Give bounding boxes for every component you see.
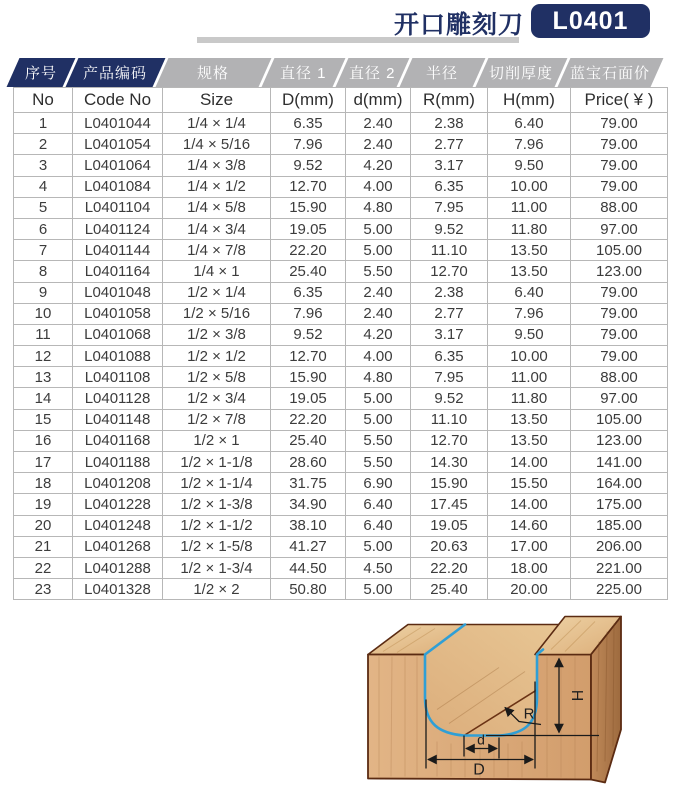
table-cell: 25.40 [411,579,488,600]
table-cell: 5 [14,197,73,218]
table-cell: 1/2 × 1-1/8 [163,452,271,473]
table-cell: 11.80 [488,218,571,239]
table-row [14,134,668,155]
table-cell: 50.80 [271,579,346,600]
table-cell: 15.90 [411,473,488,494]
table-cell: 15.90 [271,197,346,218]
table-cell: 17.00 [488,536,571,557]
table-cell: L0401268 [73,536,163,557]
table-cell: L0401248 [73,515,163,536]
table-cell: 88.00 [571,197,668,218]
table-cell: L0401208 [73,473,163,494]
table-cell: 1/4 × 1/2 [163,176,271,197]
table-cell: 3.17 [411,324,488,345]
table-cell: L0401168 [73,430,163,451]
table-cell: 2.77 [411,134,488,155]
table-cell: 15.90 [271,367,346,388]
table-cell: 4.00 [346,346,411,367]
table-cell: L0401128 [73,388,163,409]
table-cell: 221.00 [571,557,668,578]
table-cell: L0401088 [73,346,163,367]
table-cell: 1/4 × 1/4 [163,113,271,134]
table-cell: L0401058 [73,303,163,324]
table-cell: 79.00 [571,303,668,324]
table-cell: 6.90 [346,473,411,494]
table-cell: 79.00 [571,282,668,303]
table-header-english [14,88,668,113]
table-cell: 11.00 [488,197,571,218]
table-cell: 4.20 [346,155,411,176]
table-cell: 12 [14,346,73,367]
table-cell: 13 [14,367,73,388]
table-cell: L0401048 [73,282,163,303]
table-row [14,409,668,430]
table-cell: 34.90 [271,494,346,515]
table-cell: L0401328 [73,579,163,600]
table-cell: 1/2 × 5/8 [163,367,271,388]
table-cell: 12.70 [411,430,488,451]
col-size: Size [163,88,271,113]
table-row [14,430,668,451]
table-cell: L0401044 [73,113,163,134]
table-cell: 6.40 [488,282,571,303]
header-cell-diameter2: 直径 2 [336,58,410,87]
table-cell: L0401124 [73,218,163,239]
spec-price-table [13,87,668,600]
table-cell: 44.50 [271,557,346,578]
table-cell: 22.20 [411,557,488,578]
table-row [14,218,668,239]
table-cell: 19.05 [271,218,346,239]
table-body [14,113,668,600]
table-cell: 1/4 × 5/16 [163,134,271,155]
table-cell: 123.00 [571,430,668,451]
table-cell: L0401164 [73,261,163,282]
table-cell: 14.00 [488,452,571,473]
header-cell-code: 产品编码 [66,58,166,87]
table-cell: 79.00 [571,134,668,155]
table-cell: 1/2 × 7/8 [163,409,271,430]
table-cell: 6.35 [271,282,346,303]
table-row [14,282,668,303]
table-cell: 5.00 [346,218,411,239]
table-cell: L0401288 [73,557,163,578]
table-cell: 185.00 [571,515,668,536]
table-cell: 6.35 [271,113,346,134]
table-cell: 15 [14,409,73,430]
table-cell: 11.80 [488,388,571,409]
table-cell: 22.20 [271,240,346,261]
table-cell: 164.00 [571,473,668,494]
table-cell: 7.96 [271,303,346,324]
table-cell: 2.40 [346,282,411,303]
table-cell: 1/2 × 1-3/8 [163,494,271,515]
table-row [14,324,668,345]
table-cell: 2.40 [346,134,411,155]
col-price: Price( ¥ ) [571,88,668,113]
table-cell: 12.70 [271,176,346,197]
table-cell: 1/4 × 5/8 [163,197,271,218]
table-cell: 16 [14,430,73,451]
table-cell: 1/4 × 1 [163,261,271,282]
table-cell: 10.00 [488,176,571,197]
table-cell: 11.10 [411,409,488,430]
table-cell: 25.40 [271,430,346,451]
table-row [14,240,668,261]
table-cell: 1 [14,113,73,134]
table-cell: 1/4 × 3/8 [163,155,271,176]
table-cell: 2.40 [346,303,411,324]
table-cell: 1/2 × 5/16 [163,303,271,324]
table-cell: 1/2 × 2 [163,579,271,600]
table-row [14,515,668,536]
col-dsmm: d(mm) [346,88,411,113]
table-cell: 11.10 [411,240,488,261]
table-cell: 8 [14,261,73,282]
table-cell: 17 [14,452,73,473]
table-cell: 13.50 [488,261,571,282]
table-cell: L0401188 [73,452,163,473]
table-cell: 2.38 [411,113,488,134]
table-cell: 14.60 [488,515,571,536]
header-cell-price: 蓝宝石面价 [558,58,664,87]
product-code-badge: L0401 [531,4,650,38]
table-row [14,113,668,134]
table-cell: 1/2 × 1-1/2 [163,515,271,536]
table-cell: 19 [14,494,73,515]
table-cell: 2.77 [411,303,488,324]
table-cell: 1/2 × 3/4 [163,388,271,409]
table-cell: 1/2 × 1-1/4 [163,473,271,494]
table-cell: 5.50 [346,261,411,282]
table-cell: 38.10 [271,515,346,536]
table-cell: 14 [14,388,73,409]
table-cell: 7.95 [411,367,488,388]
table-cell: 7 [14,240,73,261]
table-cell: L0401144 [73,240,163,261]
table-cell: L0401084 [73,176,163,197]
table-cell: 18 [14,473,73,494]
table-cell: 4 [14,176,73,197]
table-cell: 4.80 [346,197,411,218]
table-cell: L0401054 [73,134,163,155]
table-cell: 3 [14,155,73,176]
table-row [14,367,668,388]
table-cell: 22.20 [271,409,346,430]
table-row [14,536,668,557]
table-cell: 18.00 [488,557,571,578]
table-cell: 13.50 [488,430,571,451]
table-row [14,303,668,324]
col-rmm: R(mm) [411,88,488,113]
table-cell: 22 [14,557,73,578]
table-cell: 9.52 [271,155,346,176]
table-cell: 1/2 × 1 [163,430,271,451]
page-header [0,0,680,58]
table-cell: 105.00 [571,409,668,430]
table-cell: L0401068 [73,324,163,345]
table-cell: 9.52 [411,388,488,409]
table-cell: 79.00 [571,324,668,345]
table-cell: 21 [14,536,73,557]
table-cell: 6.35 [411,176,488,197]
table-cell: 13.50 [488,409,571,430]
table-cell: 206.00 [571,536,668,557]
table-cell: 17.45 [411,494,488,515]
table-cell: 20 [14,515,73,536]
label-D: D [473,761,485,779]
table-cell: 2.38 [411,282,488,303]
table-cell: 6.35 [411,346,488,367]
table-row [14,494,668,515]
table-cell: 225.00 [571,579,668,600]
label-H: H [568,689,585,702]
table-cell: 1/2 × 1/4 [163,282,271,303]
table-cell: 19.05 [271,388,346,409]
table-cell: 5.00 [346,409,411,430]
col-code: Code No [73,88,163,113]
table-cell: 13.50 [488,240,571,261]
table-row [14,197,668,218]
table-cell: 15.50 [488,473,571,494]
table-cell: 79.00 [571,113,668,134]
table-cell: 4.00 [346,176,411,197]
table-cell: 5.00 [346,536,411,557]
table-cell: 1/2 × 3/8 [163,324,271,345]
table-cell: 5.00 [346,240,411,261]
table-row [14,452,668,473]
table-cell: L0401228 [73,494,163,515]
table-cell: 5.00 [346,388,411,409]
table-cell: 5.50 [346,430,411,451]
col-hmm: H(mm) [488,88,571,113]
table-cell: 1/2 × 1/2 [163,346,271,367]
table-cell: 5.00 [346,579,411,600]
table-cell: 2.40 [346,113,411,134]
page-title: 开口雕刻刀 [394,11,525,39]
table-cell: 6.40 [346,494,411,515]
table-cell: 11.00 [488,367,571,388]
table-cell: 14.00 [488,494,571,515]
dimension-diagram [333,611,677,793]
col-dmm: D(mm) [271,88,346,113]
table-cell: 14.30 [411,452,488,473]
table-cell: 7.96 [271,134,346,155]
table-cell: 4.50 [346,557,411,578]
router-bit-profile-illustration [333,611,677,793]
table-cell: 79.00 [571,346,668,367]
table-cell: 7.95 [411,197,488,218]
table-cell: 1/2 × 1-3/4 [163,557,271,578]
table-row [14,176,668,197]
table-cell: 9.52 [271,324,346,345]
table-cell: 12.70 [271,346,346,367]
table-cell: 9.52 [411,218,488,239]
header-cell-size: 规格 [156,58,272,87]
table-cell: 7.96 [488,134,571,155]
table-cell: 79.00 [571,155,668,176]
table-cell: 105.00 [571,240,668,261]
table-cell: 141.00 [571,452,668,473]
table-cell: 19.05 [411,515,488,536]
header-cell-diameter1: 直径 1 [262,58,346,87]
table-cell: 97.00 [571,388,668,409]
table-cell: 31.75 [271,473,346,494]
header-cell-cut-depth: 切削厚度 [476,58,568,87]
table-cell: 20.63 [411,536,488,557]
table-cell: 25.40 [271,261,346,282]
table-cell: 1/4 × 3/4 [163,218,271,239]
table-cell: L0401064 [73,155,163,176]
table-cell: 79.00 [571,176,668,197]
table-cell: 123.00 [571,261,668,282]
table-cell: L0401148 [73,409,163,430]
table-cell: L0401104 [73,197,163,218]
table-row [14,155,668,176]
table-cell: 7.96 [488,303,571,324]
label-d: d [477,731,485,748]
table-row [14,346,668,367]
table-cell: 2 [14,134,73,155]
table-cell: 28.60 [271,452,346,473]
table-cell: L0401108 [73,367,163,388]
table-row [14,473,668,494]
table-cell: 6.40 [488,113,571,134]
table-cell: 1/4 × 7/8 [163,240,271,261]
table-cell: 11 [14,324,73,345]
table-cell: 5.50 [346,452,411,473]
table-cell: 41.27 [271,536,346,557]
table-cell: 10 [14,303,73,324]
table-cell: 20.00 [488,579,571,600]
table-cell: 10.00 [488,346,571,367]
table-cell: 4.20 [346,324,411,345]
table-cell: 4.80 [346,367,411,388]
table-cell: 175.00 [571,494,668,515]
table-cell: 6.40 [346,515,411,536]
header-cell-no: 序号 [7,58,76,87]
table-cell: 1/2 × 1-5/8 [163,536,271,557]
table-cell: 23 [14,579,73,600]
header-cell-radius: 半径 [400,58,486,87]
table-cell: 88.00 [571,367,668,388]
table-cell: 9.50 [488,155,571,176]
table-row [14,261,668,282]
table-row [14,388,668,409]
col-no: No [14,88,73,113]
table-cell: 9.50 [488,324,571,345]
table-row [14,579,668,600]
table-cell: 97.00 [571,218,668,239]
table-cell: 3.17 [411,155,488,176]
table-header-chinese [13,58,667,87]
header-block-navy [7,58,166,87]
table-cell: 6 [14,218,73,239]
table-cell: 9 [14,282,73,303]
table-cell: 12.70 [411,261,488,282]
table-row [14,557,668,578]
label-R: R [523,705,535,723]
